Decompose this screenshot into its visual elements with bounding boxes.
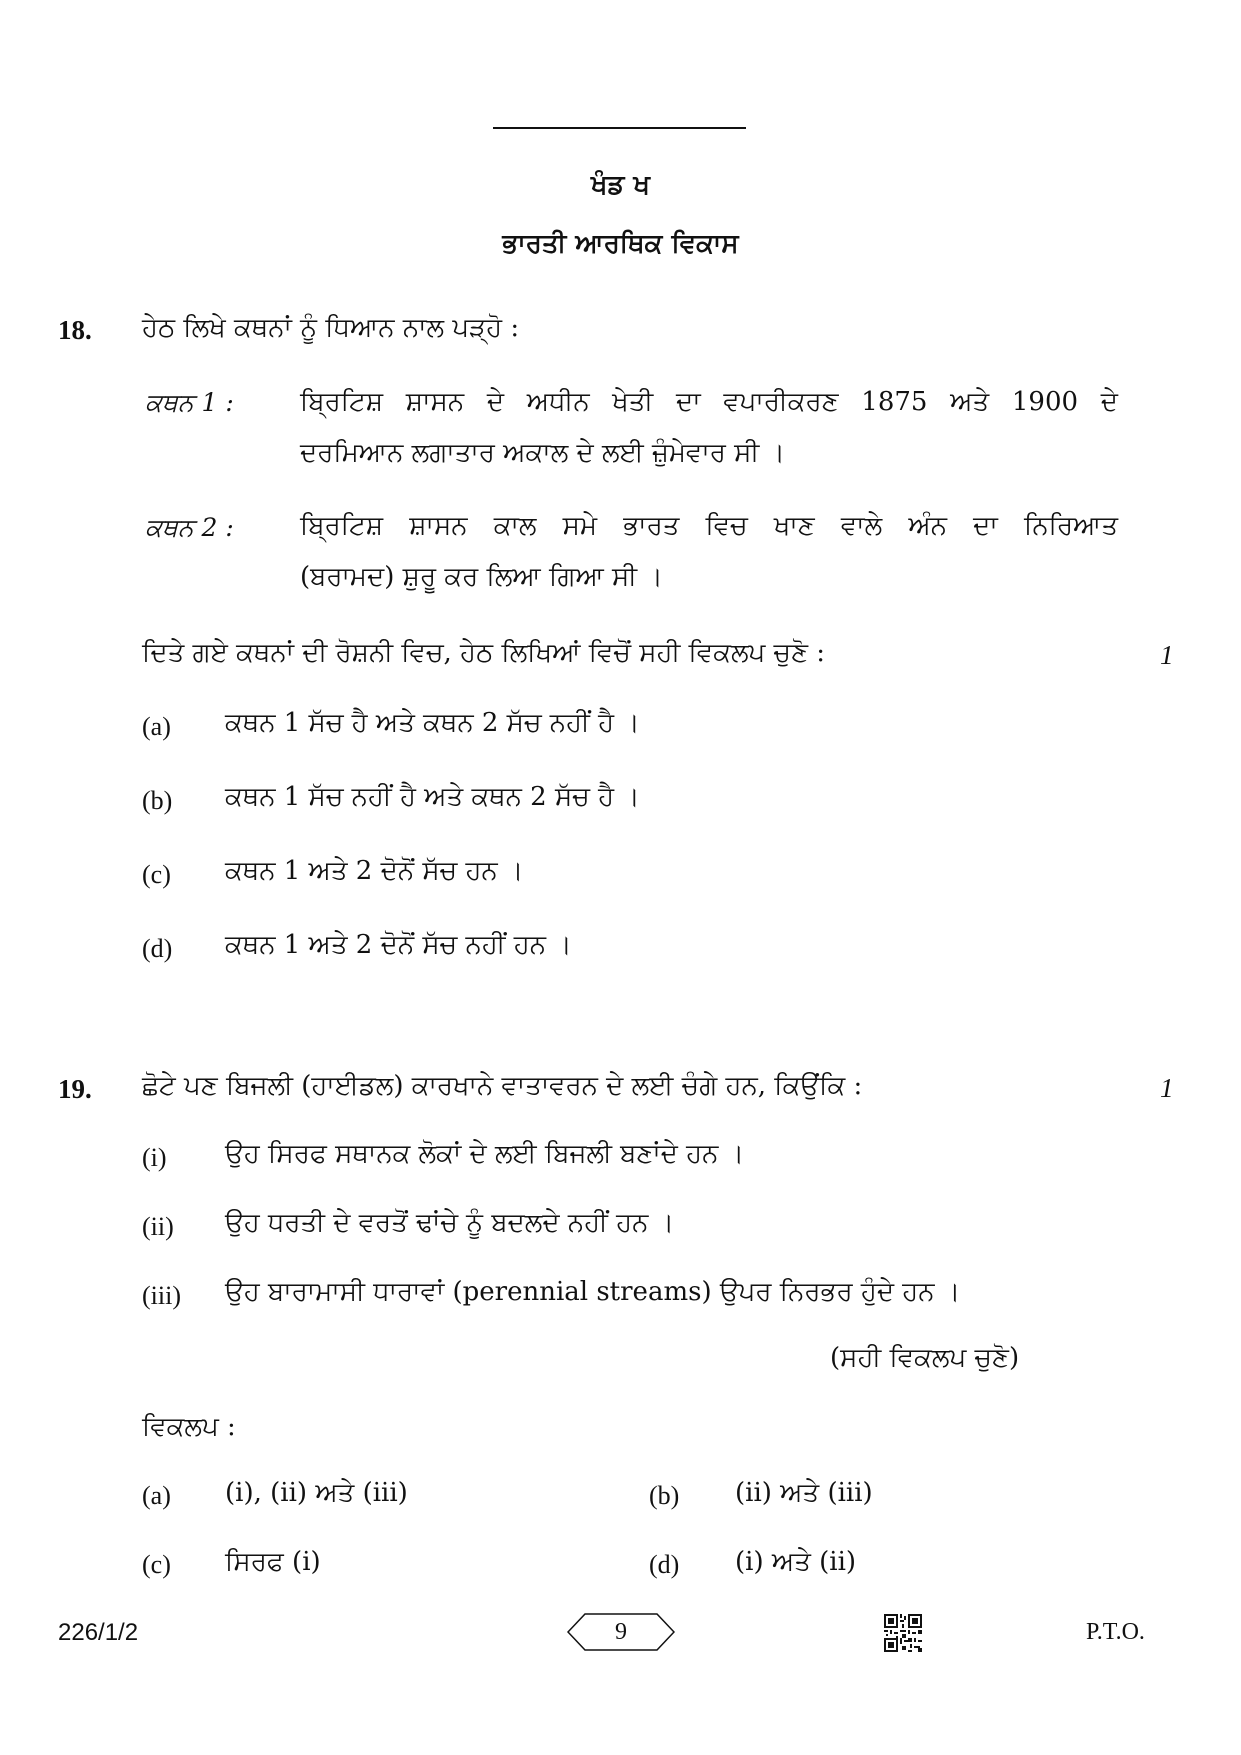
option-text: (i) ਅਤੇ (ii) — [735, 1547, 857, 1577]
marks: 1 — [1160, 640, 1174, 670]
option-text: (i), (ii) ਅਤੇ (iii) — [225, 1478, 408, 1508]
option-label: (b) — [649, 1481, 680, 1510]
statement-2-line-1: ਬ੍ਰਿਟਿਸ਼ ਸ਼ਾਸਨ ਕਾਲ ਸਮੇ ਭਾਰਤ ਵਿਚ ਖਾਣ ਵਾਲੇ ਅੰਨ ਦਾ ਨਿਰਿਆਤ — [300, 511, 1118, 541]
options-heading: ਵਿਕਲਪ : — [142, 1412, 236, 1442]
statement-2-label: ਕਥਨ 2 : — [145, 513, 234, 542]
point-text: ਉਹ ਬਾਰਾਮਾਸੀ ਧਾਰਾਵਾਂ (perennial streams) ਉਪਰ ਨਿਰਭਰ ਹੁੰਦੇ ਹਨ । — [225, 1277, 961, 1307]
paper-code: 226/1/2 — [58, 1619, 139, 1646]
page-number-badge — [567, 1613, 675, 1651]
option-text: ਸਿਰਫ (i) — [225, 1547, 321, 1577]
statement-1-label: ਕਥਨ 1 : — [145, 388, 234, 417]
qr-code-icon — [884, 1614, 922, 1652]
option-label: (d) — [649, 1550, 680, 1579]
point-label: (iii) — [142, 1281, 181, 1310]
point-label: (ii) — [142, 1212, 174, 1241]
option-label: (d) — [142, 934, 173, 963]
statement-2-line-2: (ਬਰਾਮਦ) ਸ਼ੁਰੂ ਕਰ ਲਿਆ ਗਿਆ ਸੀ । — [300, 562, 663, 592]
option-text: ਕਥਨ 1 ਸੱਚ ਨਹੀਂ ਹੈ ਅਤੇ ਕਥਨ 2 ਸੱਚ ਹੈ । — [225, 782, 640, 812]
question-prompt: ਛੋਟੇ ਪਣ ਬਿਜਲੀ (ਹਾਈਡਲ) ਕਾਰਖਾਨੇ ਵਾਤਾਵਰਨ ਦੇ ਲਈ ਚੰਗੇ ਹਨ, ਕਿਉਂਕਿ : — [142, 1071, 863, 1101]
top-rule — [493, 127, 746, 129]
point-text: ਉਹ ਧਰਤੀ ਦੇ ਵਰਤੋਂ ਢਾਂਚੇ ਨੂੰ ਬਦਲਦੇ ਨਹੀਂ ਹਨ । — [225, 1208, 675, 1238]
question-instruction: ਦਿਤੇ ਗਏ ਕਥਨਾਂ ਦੀ ਰੋਸ਼ਨੀ ਵਿਚ, ਹੇਠ ਲਿਖਿਆਂ ਵਿਚੋਂ ਸਹੀ ਵਿਕਲਪ ਚੁਣੋ : — [142, 638, 826, 668]
statement-1-line-1: ਬ੍ਰਿਟਿਸ਼ ਸ਼ਾਸਨ ਦੇ ਅਧੀਨ ਖੇਤੀ ਦਾ ਵਪਾਰੀਕਰਣ 1875 ਅਤੇ 1900 ਦੇ — [300, 387, 1118, 417]
choose-instruction: (ਸਹੀ ਵਿਕਲਪ ਚੁਣੋ) — [830, 1343, 1020, 1373]
option-label: (a) — [142, 712, 171, 741]
page-number: 9 — [615, 1619, 627, 1645]
marks: 1 — [1160, 1073, 1174, 1103]
option-label: (c) — [142, 1550, 171, 1579]
section-title: ਖੰਡ ਖ — [591, 170, 650, 200]
point-text: ਉਹ ਸਿਰਫ ਸਥਾਨਕ ਲੋਕਾਂ ਦੇ ਲਈ ਬਿਜਲੀ ਬਣਾਂਦੇ ਹਨ । — [225, 1139, 745, 1169]
option-label: (a) — [142, 1481, 171, 1510]
option-text: (ii) ਅਤੇ (iii) — [735, 1478, 873, 1508]
statement-1-line-2: ਦਰਮਿਆਨ ਲਗਾਤਾਰ ਅਕਾਲ ਦੇ ਲਈ ਜ਼ੁੰਮੇਵਾਰ ਸੀ । — [300, 438, 786, 468]
section-subtitle: ਭਾਰਤੀ ਆਰਥਿਕ ਵਿਕਾਸ — [502, 229, 739, 259]
option-text: ਕਥਨ 1 ਅਤੇ 2 ਦੋਨੋਂ ਸੱਚ ਨਹੀਂ ਹਨ । — [225, 930, 572, 960]
pto-label: P.T.O. — [1086, 1619, 1145, 1645]
question-number: 19. — [58, 1074, 92, 1104]
question-prompt: ਹੇਠ ਲਿਖੇ ਕਥਨਾਂ ਨੂੰ ਧਿਆਨ ਨਾਲ ਪੜ੍ਹੋ : — [142, 313, 520, 343]
option-text: ਕਥਨ 1 ਸੱਚ ਹੈ ਅਤੇ ਕਥਨ 2 ਸੱਚ ਨਹੀਂ ਹੈ । — [225, 708, 640, 738]
option-label: (c) — [142, 860, 171, 889]
option-label: (b) — [142, 786, 173, 815]
point-label: (i) — [142, 1143, 167, 1172]
option-text: ਕਥਨ 1 ਅਤੇ 2 ਦੋਨੋਂ ਸੱਚ ਹਨ । — [225, 856, 524, 886]
question-number: 18. — [58, 315, 92, 345]
